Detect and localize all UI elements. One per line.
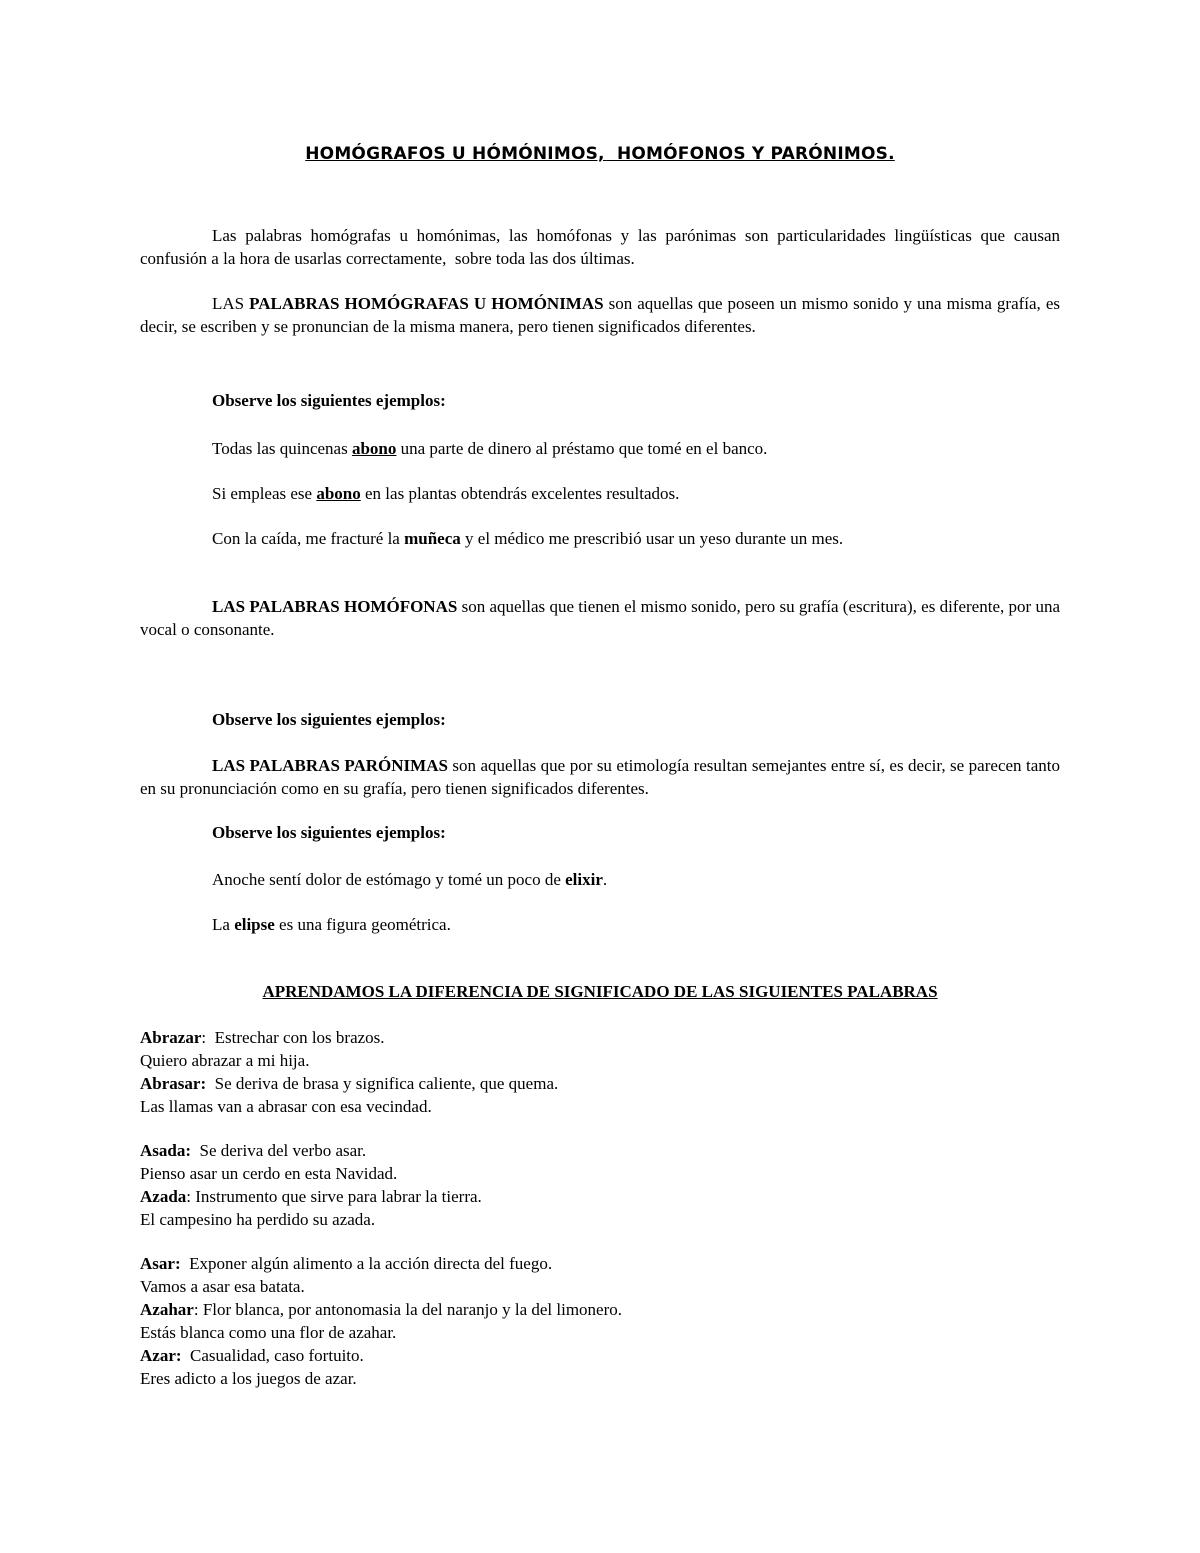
example-keyword: muñeca [404,529,461,548]
glossary-sep: : [186,1187,192,1206]
homografas-examples-label: Observe los siguientes ejemplos: [212,391,446,410]
glossary-term-line [140,1252,1060,1275]
glossary-word: Asada: [140,1141,192,1160]
intro-paragraph: Las palabras homógrafas u homónimas, las homófonas y las parónimas son particularidades lingüísticas que causan confusión a la hora de usarlas correctamente, sobre toda las dos últimas. [140,226,1065,268]
paronimas-term: LAS PALABRAS PARÓNIMAS [212,756,448,775]
glossary-definition: Instrumento que sirve para labrar la tierra. [191,1187,482,1206]
glossary-sep: : [193,1300,199,1319]
glossary-word: Abrazar [140,1028,202,1047]
page-title: HOMÓGRAFOS U HÓMÓNIMOS, HOMÓFONOS Y PARÓNIMOS. [305,144,895,164]
paronimas-definition [140,754,1060,800]
glossary-word: Azahar [140,1300,194,1319]
glossary-term-line [140,1185,1060,1208]
example-keyword: elixir [565,870,603,889]
glossary-example-line: Las llamas van a abrasar con esa vecindad. [140,1097,432,1116]
example-text: La [212,915,235,934]
glossary-example-line: Eres adicto a los juegos de azar. [140,1369,357,1388]
glossary-example-line: Estás blanca como una flor de azahar. [140,1323,397,1342]
example-text: y el médico me prescribió usar un yeso durante un mes. [460,529,844,548]
example-keyword: abono [316,484,361,503]
section-heading: APRENDAMOS LA DIFERENCIA DE SIGNIFICADO DE LAS SIGUIENTES PALABRAS [262,982,938,1001]
glossary-definition: Exponer algún alimento a la acción directa del fuego. [180,1254,553,1273]
glossary-term-line [140,1072,1060,1095]
example-text: Con la caída, me fracturé la [212,529,405,548]
paronimas-examples-label: Observe los siguientes ejemplos: [212,823,446,842]
example-text: . [602,870,608,889]
glossary-definition: Se deriva de brasa y significa caliente, que quema. [206,1074,559,1093]
glossary-word: Azar: [140,1346,182,1365]
example-text: una parte de dinero al préstamo que tomé en el banco. [396,439,768,458]
glossary-term-line [140,1298,1060,1321]
homografas-example-2 [212,482,1072,505]
glossary-definition: Casualidad, caso fortuito. [181,1346,364,1365]
homografas-lead: LAS [212,294,250,313]
example-text: Anoche sentí dolor de estómago y tomé un poco de [212,870,566,889]
homografas-term: PALABRAS HOMÓGRAFAS U HOMÓNIMAS [249,294,604,313]
glossary-example-line: Pienso asar un cerdo en esta Navidad. [140,1164,398,1183]
homofonas-examples-label: Observe los siguientes ejemplos: [212,710,446,729]
glossary-term-line [140,1139,1060,1162]
glossary-example-line: Quiero abrazar a mi hija. [140,1051,310,1070]
homografas-rest: son aquellas que poseen un mismo sonido y una misma grafía, es decir, se escriben y se pronuncian de la misma manera, pero tienen significados diferentes. [140,294,1060,336]
glossary-word: Asar: [140,1254,181,1273]
example-keyword: abono [351,439,397,458]
homografas-example-3 [212,527,1072,550]
homografas-definition [140,292,1060,338]
homofonas-rest: son aquellas que tienen el mismo sonido, pero su grafía (escritura), es diferente, por una vocal o consonante. [140,597,1060,639]
paronimas-example-2 [212,913,1072,936]
glossary-definition: Flor blanca, por antonomasia la del naranjo y la del limonero. [198,1300,623,1319]
glossary-term-line [140,1026,1060,1049]
paronimas-rest: son aquellas que por su etimología resultan semejantes entre sí, es decir, se parecen tanto en su pronunciación como en su grafía, pero tienen significados diferentes. [140,756,1060,798]
example-keyword: elipse [234,915,275,934]
example-text: Si empleas ese [212,484,317,503]
homografas-example-1 [212,437,1072,460]
glossary-sep: : [201,1028,207,1047]
glossary-definition: Estrechar con los brazos. [206,1028,385,1047]
glossary-term-line [140,1344,1060,1367]
glossary [140,1026,1060,1390]
glossary-word: Abrasar: [140,1074,207,1093]
glossary-example-line: Vamos a asar esa batata. [140,1277,305,1296]
example-text: en las plantas obtendrás excelentes resultados. [360,484,680,503]
example-text: Todas las quincenas [212,439,352,458]
glossary-example-line: El campesino ha perdido su azada. [140,1210,376,1229]
example-text: es una figura geométrica. [274,915,451,934]
paronimas-example-1 [212,868,1072,891]
homofonas-term: LAS PALABRAS HOMÓFONAS [212,597,458,616]
glossary-word: Azada [140,1187,187,1206]
glossary-definition: Se deriva del verbo asar. [191,1141,367,1160]
homofonas-definition [140,595,1060,641]
